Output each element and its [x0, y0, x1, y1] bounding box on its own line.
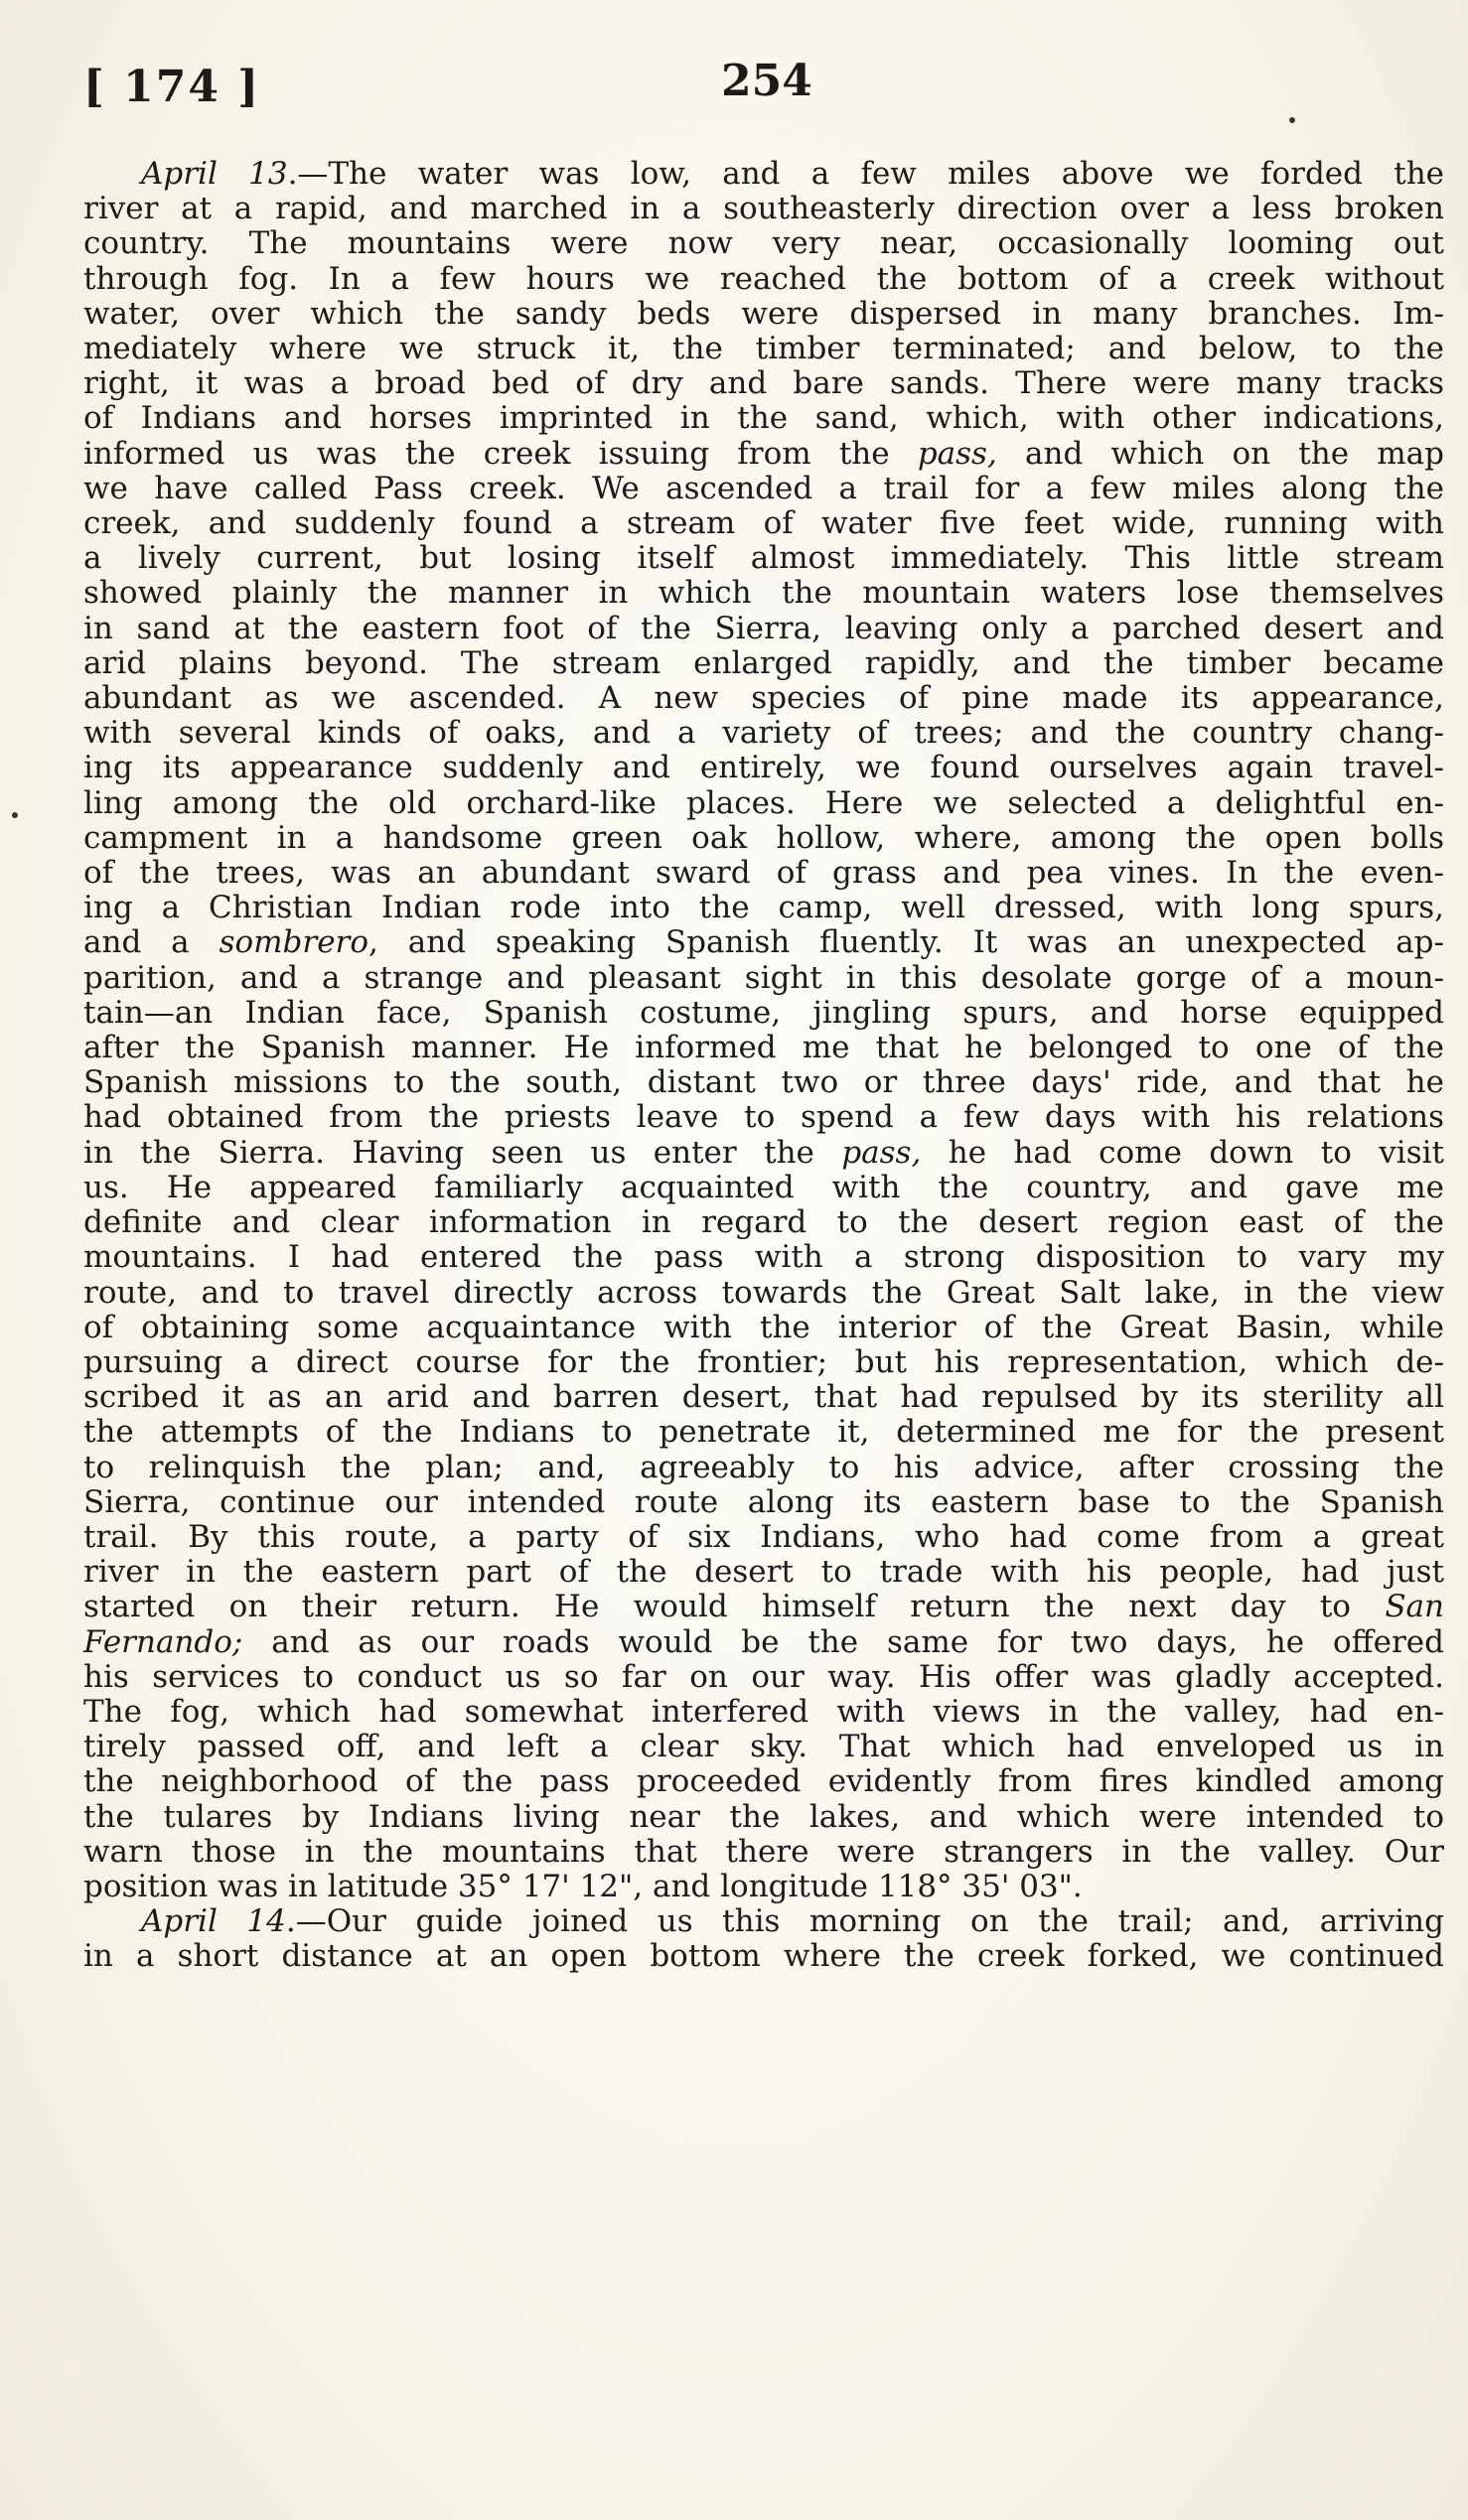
text-line: mountains. I had entered the pass with a strong disposition to vary my [83, 1239, 1444, 1276]
text-line: in sand at the eastern foot of the Sierra, leaving only a parched desert and [83, 610, 1444, 646]
text-line: through fog. In a few hours we reached the bottom of a creek without [83, 260, 1444, 297]
text-line: of obtaining some acquaintance with the interior of the Great Basin, while [83, 1309, 1444, 1345]
text-line: river in the eastern part of the desert to trade with his people, had just [83, 1554, 1444, 1591]
text-line: his services to conduct us so far on our way. His offer was gladly accepted. [83, 1658, 1444, 1695]
ink-speck [12, 812, 18, 818]
page-number: 254 [721, 56, 812, 106]
text-line: and a sombrero, and speaking Spanish fluently. It was an unexpected ap- [83, 924, 1444, 961]
text-line: after the Spanish manner. He informed me that he belonged to one of the [83, 1030, 1444, 1066]
text-line: country. The mountains were now very near, occasionally looming out [83, 225, 1444, 262]
text-line: trail. By this route, a party of six Indians, who had come from a great [83, 1518, 1444, 1555]
text-line: we have called Pass creek. We ascended a trail for a few miles along the [83, 470, 1444, 506]
ink-speck [1289, 117, 1295, 123]
text-line: the attempts of the Indians to penetrate it, determined me for the present [83, 1414, 1444, 1451]
text-line: the neighborhood of the pass proceeded evidently from fires kindled among [83, 1763, 1444, 1800]
text-line: ing a Christian Indian rode into the camp, well dressed, with long spurs, [83, 890, 1444, 926]
text-line: The fog, which had somewhat interfered with views in the valley, had en- [83, 1693, 1444, 1730]
text-line: river at a rapid, and marched in a southeasterly direction over a less broken [83, 191, 1444, 227]
text-line: tain—an Indian face, Spanish costume, jingling spurs, and horse equipped [83, 994, 1444, 1031]
text-line: parition, and a strange and pleasant sight in this desolate gorge of a moun- [83, 959, 1444, 996]
text-line: tirely passed off, and left a clear sky. That which had enveloped us in [83, 1729, 1444, 1765]
text-line: pursuing a direct course for the frontier; but his representation, which de- [83, 1343, 1444, 1380]
text-line: started on their return. He would himself return the next day to San [83, 1589, 1444, 1625]
text-line: to relinquish the plan; and, agreeably to his advice, after crossing the [83, 1449, 1444, 1485]
text-line: right, it was a broad bed of dry and bare sands. There were many tracks [83, 365, 1444, 402]
text-line: in a short distance at an open bottom where the creek forked, we continued [83, 1938, 1444, 1975]
text-line: creek, and suddenly found a stream of water five feet wide, running with [83, 505, 1444, 542]
text-line: route, and to travel directly across towards the Great Salt lake, in the view [83, 1274, 1444, 1311]
text-line: showed plainly the manner in which the mountain waters lose themselves [83, 575, 1444, 612]
text-line: abundant as we ascended. A new species of pine made its appearance, [83, 680, 1444, 717]
text-line: in the Sierra. Having seen us enter the pass, he had come down to visit [83, 1134, 1444, 1171]
text-line: ling among the old orchard-like places. Here we selected a delightful en- [83, 784, 1444, 821]
text-line: had obtained from the priests leave to spend a few days with his relations [83, 1099, 1444, 1136]
text-line: of Indians and horses imprinted in the sand, which, with other indications, [83, 400, 1444, 437]
text-line: scribed it as an arid and barren desert, that had repulsed by its sterility all [83, 1379, 1444, 1416]
text-line: Sierra, continue our intended route along its eastern base to the Spanish [83, 1483, 1444, 1520]
body-text [83, 157, 1444, 1975]
text-line: with several kinds of oaks, and a variety of trees; and the country chang- [83, 715, 1444, 752]
text-line: of the trees, was an abundant sward of grass and pea vines. In the even- [83, 855, 1444, 892]
text-line: position was in latitude 35° 17' 12", and longitude 118° 35' 03". [83, 1868, 1083, 1904]
text-line: Fernando; and as our roads would be the same for two days, he offered [83, 1623, 1444, 1660]
text-line: definite and clear information in regard to the desert region east of the [83, 1204, 1444, 1241]
text-line: a lively current, but losing itself almost immediately. This little stream [83, 540, 1444, 577]
text-line: the tulares by Indians living near the lakes, and which were intended to [83, 1798, 1444, 1835]
text-line: us. He appeared familiarly acquainted with the country, and gave me [83, 1169, 1444, 1205]
text-line: April 13.—The water was low, and a few miles above we forded the [141, 156, 1445, 192]
text-line: water, over which the sandy beds were dispersed in many branches. Im- [83, 295, 1444, 332]
text-line: Spanish missions to the south, distant two or three days' ride, and that he [83, 1064, 1444, 1101]
text-line: campment in a handsome green oak hollow, where, among the open bolls [83, 819, 1444, 856]
text-line: mediately where we struck it, the timber terminated; and below, to the [83, 331, 1444, 367]
bracketed-page-number: [ 174 ] [83, 62, 261, 112]
page-header [83, 56, 1385, 131]
text-line: arid plains beyond. The stream enlarged rapidly, and the timber became [83, 644, 1444, 681]
text-line: April 14.—Our guide joined us this morning on the trail; and, arriving [141, 1903, 1444, 1940]
text-line: ing its appearance suddenly and entirely, we found ourselves again travel- [83, 750, 1444, 786]
text-line: warn those in the mountains that there were strangers in the valley. Our [83, 1833, 1444, 1870]
text-line: informed us was the creek issuing from the pass, and which on the map [83, 435, 1444, 472]
